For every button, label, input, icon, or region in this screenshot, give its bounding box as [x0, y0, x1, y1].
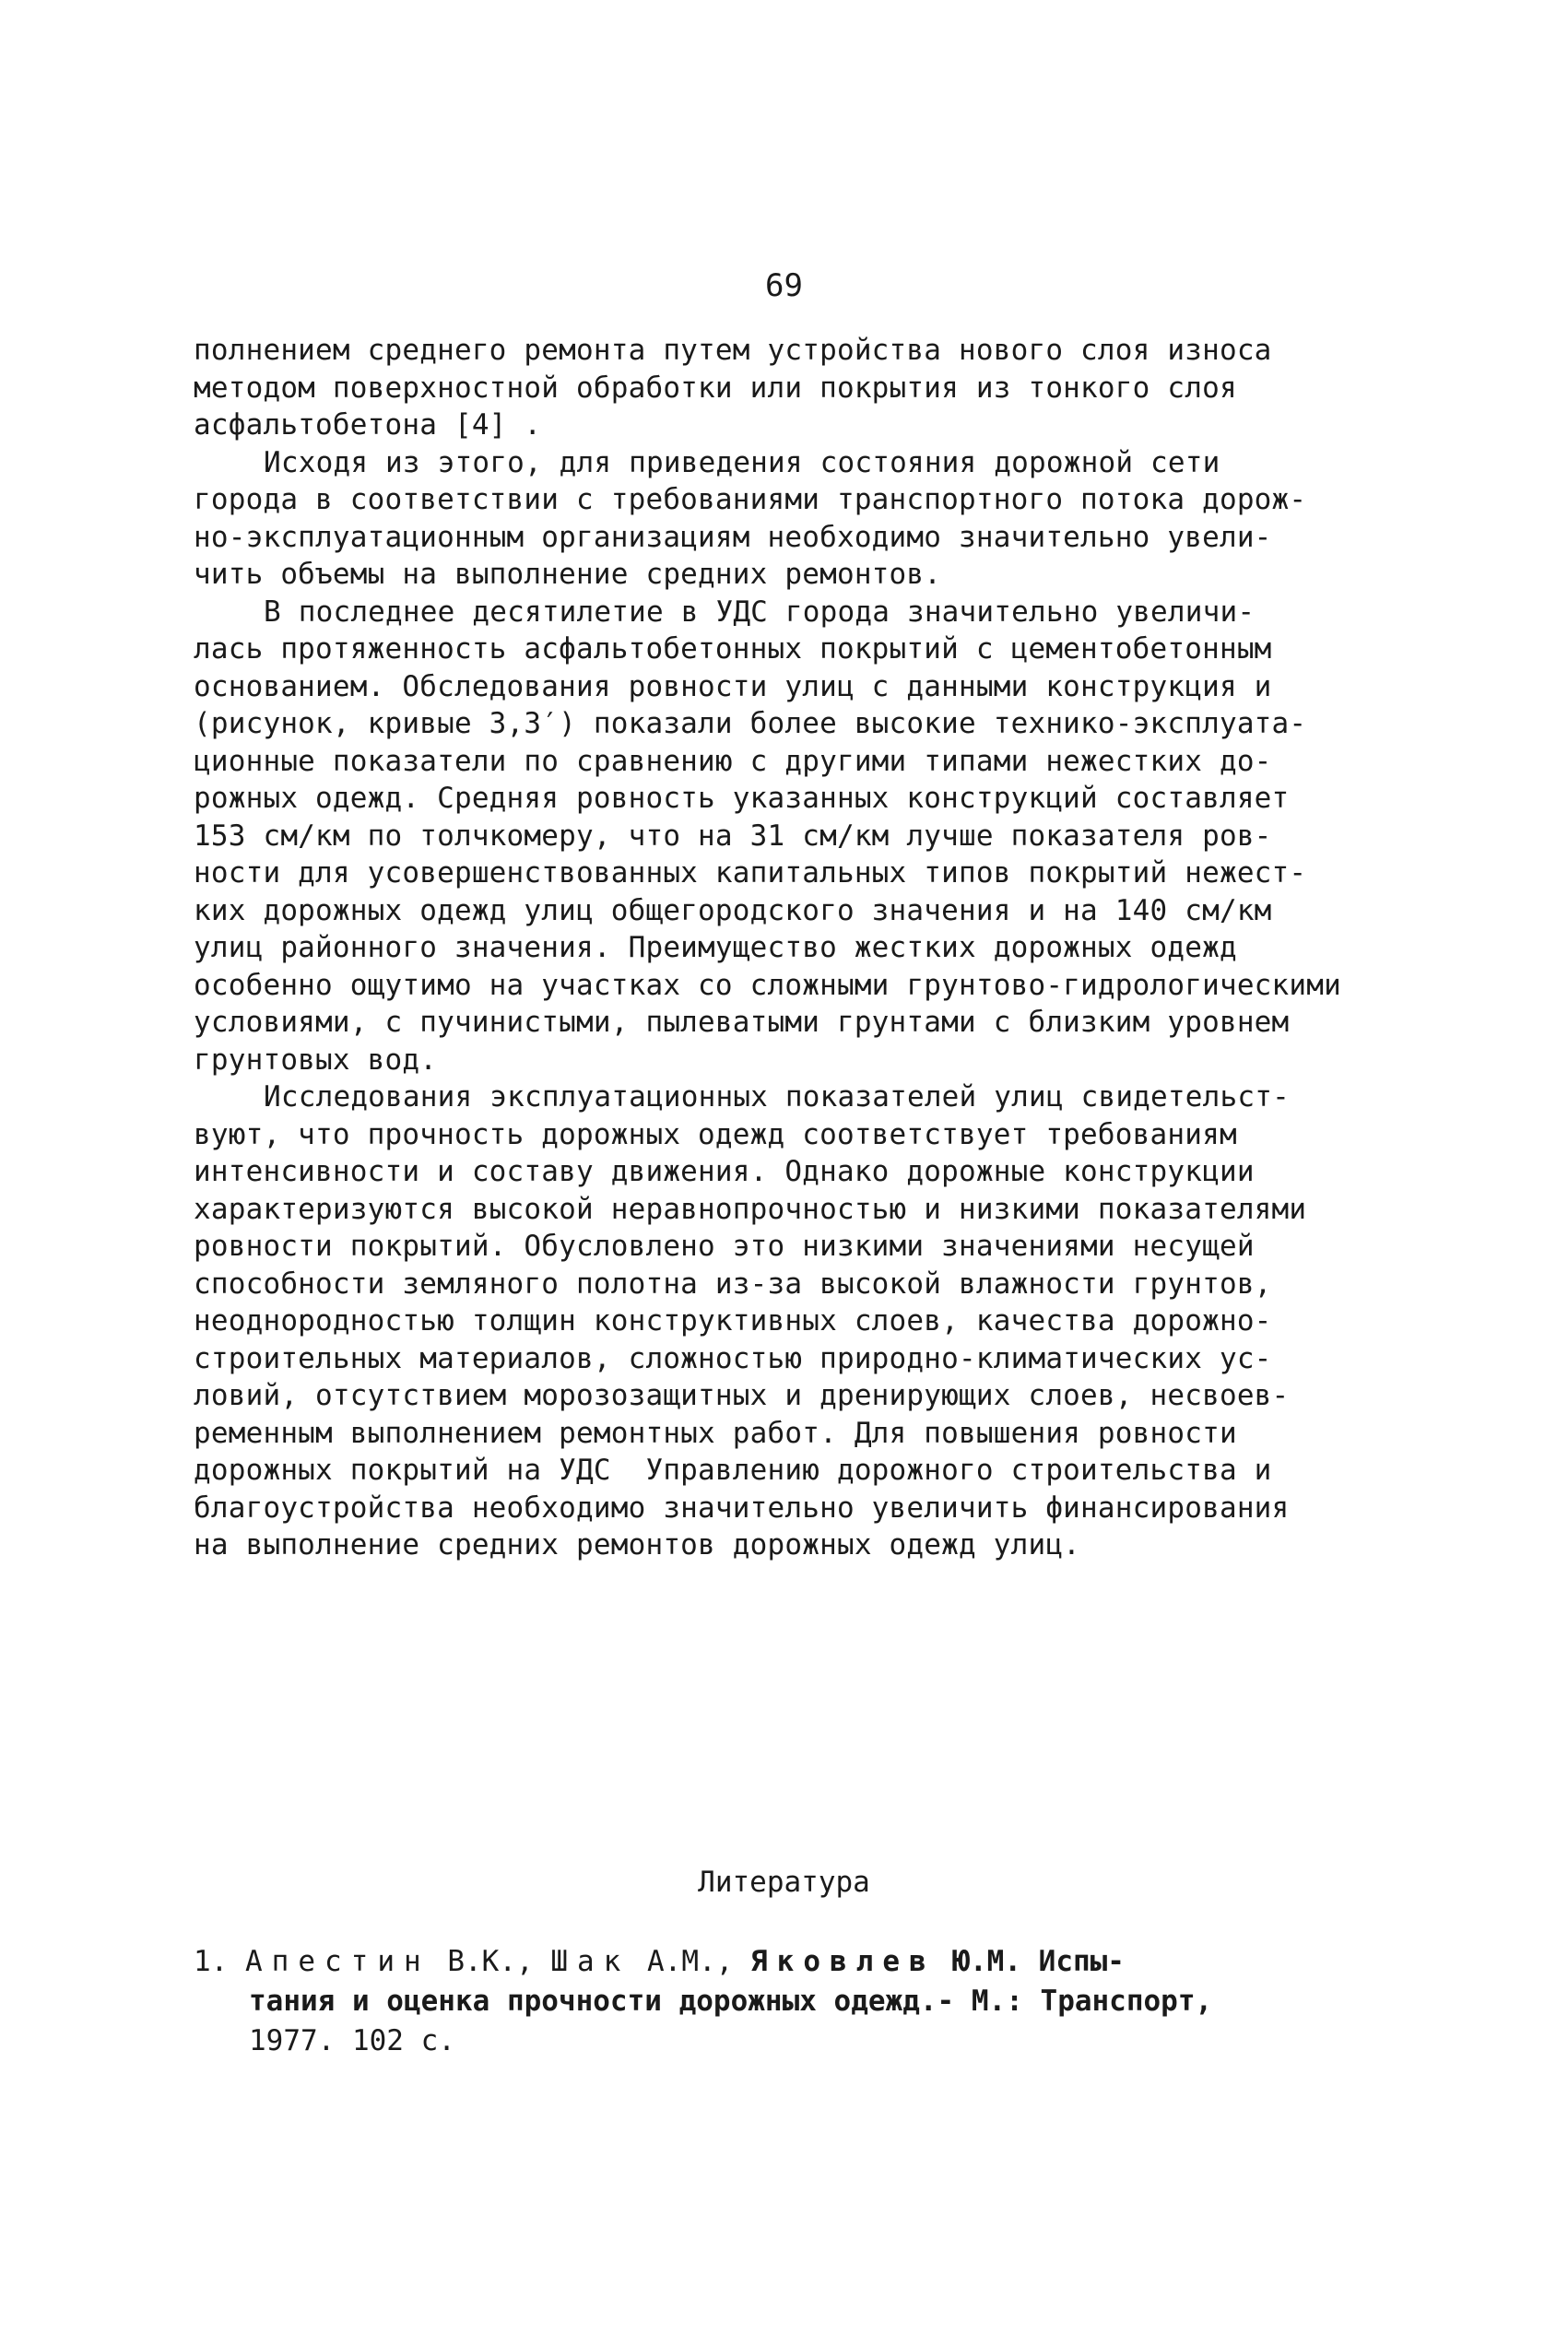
reference-author-2: Шак	[550, 1945, 631, 1978]
text-line: лась протяженность асфальтобетонных покрытий с цементобетонным	[194, 632, 1272, 666]
text-line: строительных материалов, сложностью природно-климатических ус-	[194, 1341, 1272, 1375]
text-line: Исходя из этого, для приведения состояния дорожной сети	[264, 445, 1220, 479]
reference-item-1-line-3	[194, 2021, 1429, 2061]
text-line: асфальтобетона [4] .	[194, 408, 542, 442]
reference-item-1-line-2	[194, 1982, 1429, 2021]
text-line: особенно ощутимо на участках со сложными грунтово-гидрологическими	[194, 968, 1341, 1002]
text-line: ности для усовершенствованных капитальных типов покрытий нежест-	[194, 856, 1307, 890]
text-line: Исследования эксплуатационных показателей улиц свидетельст-	[264, 1080, 1290, 1114]
reference-author-1: Апестин	[245, 1945, 430, 1978]
text-line: характеризуются высокой неравнопрочностью и низкими показателями	[194, 1192, 1307, 1226]
text-line: чить объемы на выполнение средних ремонтов.	[194, 558, 942, 591]
text-line: ционные показатели по сравнению с другими типами нежестких до-	[194, 744, 1272, 778]
references-list	[194, 1942, 1429, 2061]
text-line: (рисунок, кривые 3,3′) показали более высокие технико-эксплуата-	[194, 707, 1307, 740]
reference-initials-1: В.К.,	[447, 1945, 534, 1978]
text-line: основанием. Обследования ровности улиц с данными конструкция и	[194, 669, 1272, 703]
text-line: дорожных покрытий на УДС Управлению дорожного строительства и	[194, 1454, 1272, 1487]
text-line: на выполнение средних ремонтов дорожных одежд улиц.	[194, 1528, 1081, 1561]
text-line: 153 см/км по толчкомеру, что на 31 см/км лучше показателя ров-	[194, 819, 1272, 853]
text-line: ких дорожных одежд улиц общегородского значения и на 140 см/км	[194, 893, 1272, 927]
reference-number: 1.	[194, 1945, 229, 1978]
text-line: методом поверхностной обработки или покрытия из тонкого слоя	[194, 371, 1237, 405]
reference-year-pages: 1977. 102 с.	[249, 2024, 455, 2057]
text-line: но-эксплуатационным организациям необходимо значительно увели-	[194, 520, 1272, 554]
text-line: условиями, с пучинистыми, пылеватыми грунтами с близким уровнем	[194, 1006, 1290, 1039]
text-line: грунтовых вод.	[194, 1043, 438, 1077]
text-line: улиц районного значения. Преимущество жестких дорожных одежд	[194, 931, 1237, 964]
text-line: ровности покрытий. Обусловлено это низкими значениями несущей	[194, 1230, 1255, 1263]
reference-initials-2: А.М.,	[647, 1945, 734, 1978]
reference-initials-3: Ю.М.	[952, 1945, 1021, 1978]
text-line: неоднородностью толщин конструктивных слоев, качества дорожно-	[194, 1304, 1272, 1337]
text-line: полнением среднего ремонта путем устройства нового слоя износа	[194, 334, 1272, 367]
text-line: В последнее десятилетие в УДС города значительно увеличи-	[264, 595, 1256, 629]
text-line: города в соответствии с требованиями транспортного потока дорож-	[194, 483, 1307, 516]
references-heading: Литература	[698, 1866, 870, 1899]
body-text	[194, 332, 1429, 1564]
page-number: 69	[765, 267, 803, 304]
reference-title-part-2: тания и оценка прочности дорожных одежд.- М.: Транспорт,	[249, 1985, 1213, 2018]
text-line: интенсивности и составу движения. Однако дорожные конструкции	[194, 1155, 1255, 1188]
reference-author-3: Яковлев	[750, 1945, 936, 1978]
text-line: благоустройства необходимо значительно увеличить финансирования	[194, 1491, 1290, 1525]
text-line: ременным выполнением ремонтных работ. Для повышения ровности	[194, 1416, 1237, 1450]
text-line: рожных одежд. Средняя ровность указанных конструкций составляет	[194, 782, 1290, 815]
text-line: вуют, что прочность дорожных одежд соответствует требованиям	[194, 1117, 1237, 1151]
text-line: ловий, отсутствием морозозащитных и дренирующих слоев, несвоев-	[194, 1379, 1290, 1412]
text-line: способности земляного полотна из-за высокой влажности грунтов,	[194, 1267, 1272, 1301]
reference-title-part-1: Испы-	[1038, 1945, 1125, 1978]
reference-item-1-line-1	[194, 1942, 1429, 1982]
